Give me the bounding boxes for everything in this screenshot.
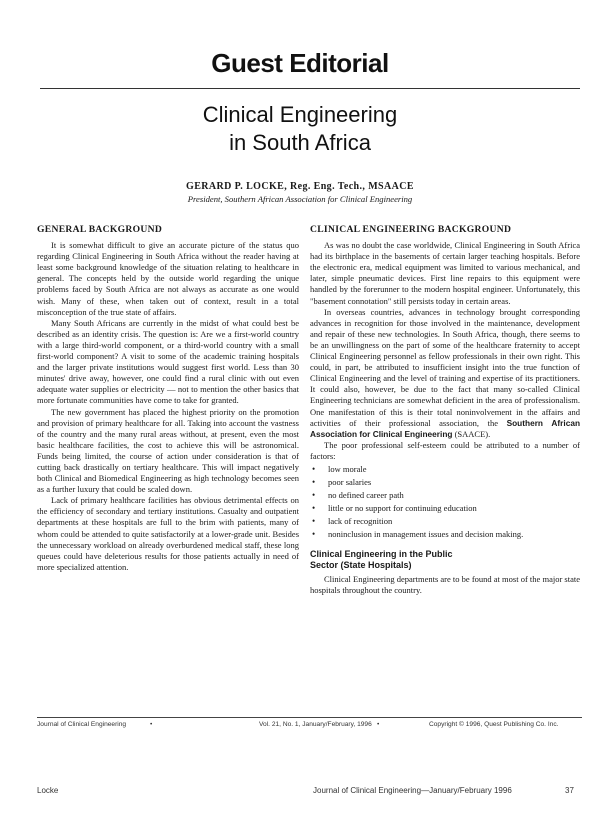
footer-bullet: • <box>150 721 153 728</box>
footer-journal: Journal of Clinical Engineering <box>37 721 127 728</box>
subheading-line-2: Sector (State Hospitals) <box>310 559 412 570</box>
paragraph: Lack of primary healthcare facilities has obvious detrimental effects on the efficiency of secondary and tertiary institutions. Casualty and outpatient departments at these hospitals are full to the brim with patients, many of whom could be attended to quite satisfactorily at a lower-grade unit. Besides the unnecessary workload on already overburdened medical staff, these long queues could have deleterious results for those patients actually in need of more specialized attention. <box>37 495 299 572</box>
section-heading-general: GENERAL BACKGROUND <box>37 224 163 235</box>
section-header <box>0 48 600 79</box>
paragraph: The new government has placed the highest priority on the promotion and provision of primary healthcare for all. Taking into account the vastness of the country and the many rural areas without, at present, even the most basic healthcare facilities, the cost to achieve this will be astronomical. Funds being limited, the course of action under consideration is that of cutting back drastically on tertiary healthcare. This will impact negatively both Clinical and Biomedical Engineering as high technology becomes seen as a further luxury that could be scaled down. <box>37 406 299 495</box>
subheading-public-sector <box>310 549 580 571</box>
footer-rule <box>37 717 582 718</box>
footer-issue: Vol. 21, No. 1, January/February, 1996 <box>259 721 372 728</box>
left-column <box>37 224 299 573</box>
paragraph: Clinical Engineering departments are to be found at most of the major state hospitals throughout the country. <box>310 573 580 595</box>
factors-intro: The poor professional self-esteem could be attributed to a number of factors: <box>310 439 580 461</box>
paragraph-with-association <box>310 307 580 440</box>
paragraph: As was no doubt the case worldwide, Clinical Engineering in South Africa had its birthplace in the basements of certain larger teaching hospitals. Before the electronic era, medical equipment was limited to various mechanical, and later, simple pneumatic devices. First line repairs to this equipment were handled by the forerunner to the modern hospital engineer. Unfortunately, this "basement connotation" still persists today in certain areas. <box>310 240 580 306</box>
list-item: • lack of recognition <box>310 516 580 527</box>
association-name: Southern African Association for Clinical Engineering <box>310 417 581 439</box>
list-item: • noninclusion in management issues and decision making. <box>310 529 580 540</box>
list-item: • poor salaries <box>310 477 580 488</box>
title-line-2: in South Africa <box>229 130 371 155</box>
author-name: GERARD P. LOCKE, Reg. Eng. Tech., MSAACE <box>186 181 414 192</box>
list-item: • no defined career path <box>310 490 580 501</box>
paragraph-text: In overseas countries, advances in technology brought corresponding advances in recognition for those involved in the maintenance, development and repair of these new technologies. In South Africa, though, there seems to be an unwillingness on the part of some of the healthcare fraternity to accept Clinical Engineering personnel as fellow professionals in their own right. This could, in part, be attributed to insufficient insight into the true function of Clinical Engineering and the level of training and expertise of its practitioners. It could also, however, be due to the fact that many so-called Clinical Engineering technicians are somewhat deficient in the area of professionalism. One manifestation of this is their total noninvolvement in the affairs and activities of their professional association, the <box>310 306 580 428</box>
section-heading-clinical: CLINICAL ENGINEERING BACKGROUND <box>310 224 512 235</box>
footer-copyright: Copyright © 1996, Quest Publishing Co. Inc. <box>429 721 559 728</box>
running-head: Journal of Clinical Engineering—January/February 1996 <box>313 786 512 795</box>
subheading-line-1: Clinical Engineering in the Public <box>310 548 453 559</box>
list-item: • low morale <box>310 464 580 475</box>
paragraph: It is somewhat difficult to give an accurate picture of the status quo regarding Clinical Engineering in South Africa without the reader having at least some background knowledge of the situation relating to healthcare in general. The concepts held by the outside world regarding the unique problems faced by South Africa are not always as accurate as one would wish. Many of these, when taken out of context, result in a total misconception of the true state of affairs. <box>37 240 299 317</box>
header-rule <box>40 88 580 89</box>
byline <box>0 181 600 204</box>
list-item: • little or no support for continuing education <box>310 503 580 514</box>
page-number: 37 <box>565 786 574 795</box>
footer-bullet: • <box>377 721 380 728</box>
factors-list <box>310 464 580 541</box>
association-suffix: (SAACE). <box>452 428 491 439</box>
author-tag: Locke <box>37 786 59 795</box>
author-affiliation: President, Southern African Association for Clinical Engineering <box>187 194 413 204</box>
title-line-1: Clinical Engineering <box>202 102 398 127</box>
section-label: Guest Editorial <box>211 48 389 78</box>
article-title <box>0 101 600 157</box>
right-column <box>310 224 580 596</box>
paragraph: Many South Africans are currently in the midst of what could best be described as an identity crisis. The question is: Are we a first-world country with a large third-world component, or a third-world country with a small first-world component? A visit to some of the academic training hospitals and the larger private institutions would suggest first world. Less than 30 minutes' drive away, however, one could find a rural clinic with out even adequate water supplies or electricity — not to mention the other basics that more fortunate communities have come to take for granted. <box>37 317 299 406</box>
